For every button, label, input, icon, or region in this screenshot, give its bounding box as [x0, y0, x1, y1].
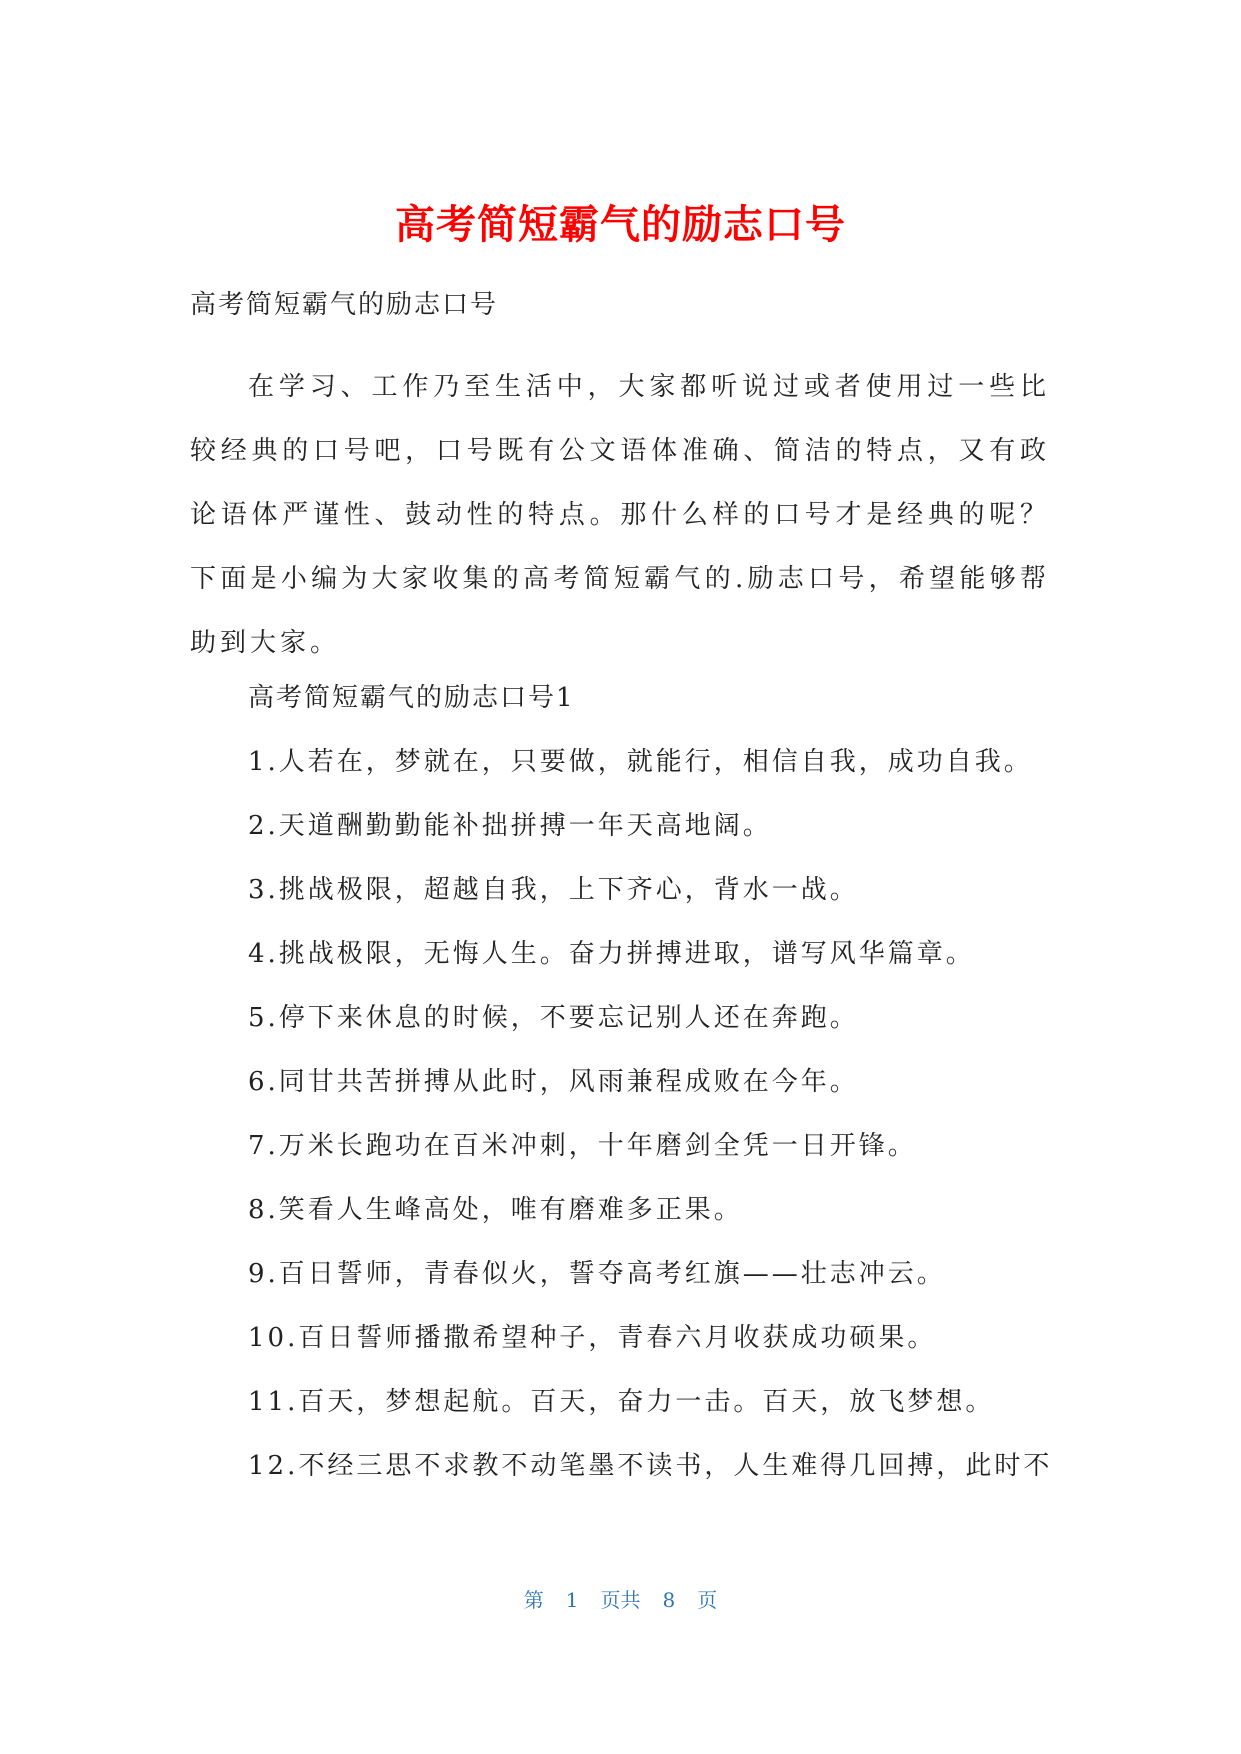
slogan-item: 11.百天，梦想起航。百天，奋力一击。百天，放飞梦想。	[248, 1387, 995, 1417]
slogan-item: 6.同甘共苦拼搏从此时，风雨兼程成败在今年。	[248, 1067, 859, 1097]
page-footer	[0, 1586, 1241, 1614]
slogan-item: 3.挑战极限，超越自我，上下齐心，背水一战。	[248, 875, 859, 905]
footer-of-label: 页共	[600, 1588, 641, 1612]
slogan-item: 10.百日誓师播撒希望种子，青春六月收获成功硕果。	[248, 1323, 937, 1353]
footer-total-pages: 8	[662, 1588, 676, 1612]
slogan-item: 4.挑战极限，无悔人生。奋力拼搏进取，谱写风华篇章。	[248, 939, 975, 969]
slogan-item: 9.百日誓师，青春似火，誓夺高考红旗——壮志冲云。	[248, 1259, 946, 1289]
slogan-list	[248, 744, 1068, 1512]
slogan-item: 7.万米长跑功在百米冲刺，十年磨剑全凭一日开锋。	[248, 1131, 917, 1161]
document-subtitle: 高考简短霸气的励志口号	[190, 290, 499, 320]
slogan-item: 1.人若在，梦就在，只要做，就能行，相信自我，成功自我。	[248, 747, 1033, 777]
slogan-item: 12.不经三思不求教不动笔墨不读书，人生难得几回搏，此时不	[248, 1451, 1053, 1481]
slogan-item: 8.笑看人生峰高处，唯有磨难多正果。	[248, 1195, 743, 1225]
slogan-item: 2.天道酬勤勤能补拙拼搏一年天高地阔。	[248, 811, 772, 841]
intro-paragraph: 在学习、工作乃至生活中，大家都听说过或者使用过一些比较经典的口号吧，口号既有公文语体准确、简洁的特点，又有政论语体严谨性、鼓动性的特点。那什么样的口号才是经典的呢？下面是小编为大家收集的高考简短霸气的.励志口号，希望能够帮助到大家。	[190, 372, 1050, 658]
slogan-item: 5.停下来休息的时候，不要忘记别人还在奔跑。	[248, 1003, 859, 1033]
document-title: 高考简短霸气的励志口号	[395, 202, 846, 248]
footer-page-label: 第	[523, 1588, 544, 1612]
footer-current-page: 1	[565, 1588, 579, 1612]
footer-page-suffix: 页	[697, 1588, 718, 1612]
section-heading: 高考简短霸气的励志口号1	[248, 683, 575, 713]
